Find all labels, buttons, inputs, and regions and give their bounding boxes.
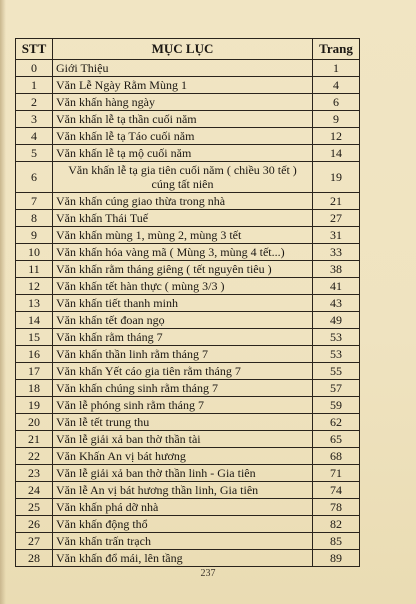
table-row [16,261,360,278]
table-row [16,94,360,111]
row-stt: 2 [16,94,53,111]
table-row [16,227,360,244]
table-row [16,363,360,380]
table-row [16,516,360,533]
row-title: Văn khấn hóa vàng mã ( Mùng 3, mùng 4 tết...) [53,244,313,261]
page-edge-shadow [0,0,6,604]
row-page: 12 [313,128,360,145]
row-page: 41 [313,278,360,295]
row-title: Văn khấn lễ tạ thần cuối năm [53,111,313,128]
table-row [16,210,360,227]
header-title: MỤC LỤC [53,39,313,60]
row-stt: 10 [16,244,53,261]
row-page: 78 [313,499,360,516]
row-title: Văn khấn tết đoan ngọ [53,312,313,329]
row-page: 49 [313,312,360,329]
row-page: 27 [313,210,360,227]
row-title: Văn khấn mùng 1, mùng 2, mùng 3 tết [53,227,313,244]
row-title: Văn khấn hàng ngày [53,94,313,111]
row-title: Văn khấn chúng sinh rằm tháng 7 [53,380,313,397]
row-stt: 24 [16,482,53,499]
table-row [16,550,360,567]
table-row [16,431,360,448]
table-of-contents [15,38,360,567]
row-page: 14 [313,145,360,162]
page-number: 237 [200,568,216,579]
table-row [16,60,360,77]
row-stt: 28 [16,550,53,567]
row-title: Văn khấn lễ tạ Táo cuối năm [53,128,313,145]
row-title: Văn khấn phá dỡ nhà [53,499,313,516]
row-page: 71 [313,465,360,482]
row-title: Văn khấn trấn trạch [53,533,313,550]
row-page: 33 [313,244,360,261]
row-stt: 14 [16,312,53,329]
row-stt: 22 [16,448,53,465]
row-page: 43 [313,295,360,312]
row-page: 65 [313,431,360,448]
row-title: Văn khấn thần linh rằm tháng 7 [53,346,313,363]
row-stt: 8 [16,210,53,227]
table-row [16,162,360,193]
row-stt: 12 [16,278,53,295]
table-row [16,380,360,397]
row-title: Văn khấn cúng giao thừa trong nhà [53,193,313,210]
row-title: Văn lễ giải xả ban thờ thần tài [53,431,313,448]
row-page: 82 [313,516,360,533]
table-row [16,312,360,329]
table-row [16,448,360,465]
row-page: 74 [313,482,360,499]
header-page: Trang [313,39,360,60]
row-stt: 9 [16,227,53,244]
row-page: 57 [313,380,360,397]
row-page: 1 [313,60,360,77]
row-stt: 11 [16,261,53,278]
table-row [16,278,360,295]
row-stt: 13 [16,295,53,312]
table-row [16,193,360,210]
row-title: Văn khấn rằm tháng 7 [53,329,313,346]
row-page: 59 [313,397,360,414]
table-body [16,60,360,567]
table-row [16,329,360,346]
table-header-row [16,39,360,60]
table-row [16,77,360,94]
table-row [16,244,360,261]
row-stt: 25 [16,499,53,516]
row-title: Văn lễ An vị bát hương thần linh, Gia tiên [53,482,313,499]
row-page: 53 [313,346,360,363]
row-title: Văn Lễ Ngày Rằm Mùng 1 [53,77,313,94]
row-page: 21 [313,193,360,210]
header-stt: STT [16,39,53,60]
table-row [16,499,360,516]
row-stt: 1 [16,77,53,94]
row-page: 6 [313,94,360,111]
table-row [16,533,360,550]
row-page: 55 [313,363,360,380]
row-page: 31 [313,227,360,244]
row-title: Văn khấn đổ mái, lên tầng [53,550,313,567]
row-stt: 20 [16,414,53,431]
row-title: Văn khấn động thổ [53,516,313,533]
row-stt: 21 [16,431,53,448]
row-page: 89 [313,550,360,567]
table-row [16,128,360,145]
table-row [16,295,360,312]
row-stt: 7 [16,193,53,210]
row-stt: 16 [16,346,53,363]
row-stt: 18 [16,380,53,397]
table-row [16,111,360,128]
row-stt: 15 [16,329,53,346]
row-page: 62 [313,414,360,431]
row-page: 19 [313,162,360,193]
row-stt: 23 [16,465,53,482]
row-page: 85 [313,533,360,550]
row-page: 9 [313,111,360,128]
row-title: Văn khấn Yết cáo gia tiên rằm tháng 7 [53,363,313,380]
row-stt: 19 [16,397,53,414]
table-row [16,346,360,363]
row-title: Văn lễ giải xả ban thờ thần linh - Gia tiên [53,465,313,482]
row-title: Văn khấn Thái Tuế [53,210,313,227]
row-page: 38 [313,261,360,278]
row-title: Giới Thiệu [53,60,313,77]
row-stt: 0 [16,60,53,77]
row-title: Văn khấn tiết thanh minh [53,295,313,312]
table-row [16,465,360,482]
row-stt: 3 [16,111,53,128]
table-row [16,397,360,414]
row-title: Văn khấn rằm tháng giêng ( tết nguyên tiêu ) [53,261,313,278]
row-page: 68 [313,448,360,465]
table-row [16,414,360,431]
row-title: Văn khấn lễ tạ mộ cuối năm [53,145,313,162]
table-row [16,482,360,499]
row-title: Văn lễ phóng sinh rằm tháng 7 [53,397,313,414]
row-title: Văn Khấn An vị bát hương [53,448,313,465]
row-stt: 4 [16,128,53,145]
row-title: Văn khấn lễ tạ gia tiên cuối năm ( chiều 30 tết ) cúng tất niên [53,162,313,193]
table-row [16,145,360,162]
row-stt: 17 [16,363,53,380]
row-page: 53 [313,329,360,346]
row-page: 4 [313,77,360,94]
row-stt: 27 [16,533,53,550]
row-stt: 26 [16,516,53,533]
row-stt: 5 [16,145,53,162]
row-title: Văn lễ tết trung thu [53,414,313,431]
row-title: Văn khấn tết hàn thực ( mùng 3/3 ) [53,278,313,295]
row-stt: 6 [16,162,53,193]
